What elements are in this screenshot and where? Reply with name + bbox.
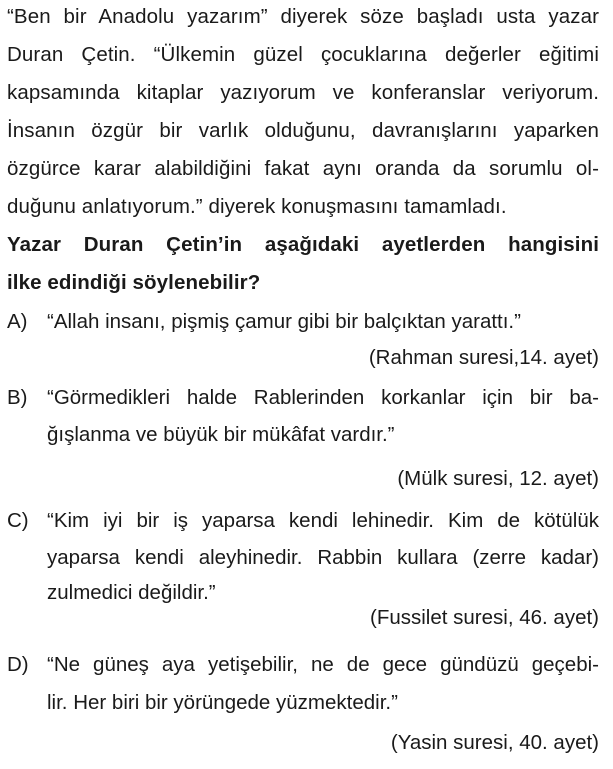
passage-line-1: “Ben bir Anadolu yazarım” diyerek söze başladı usta yazar — [7, 5, 599, 28]
option-c-line-1: “Kim iyi bir iş yaparsa kendi lehinedir. Kim de kötülük — [47, 509, 599, 532]
option-c-letter: C) — [7, 509, 29, 532]
option-c-line-3: zulmedici değildir.” — [47, 581, 216, 604]
passage-line-2: Duran Çetin. “Ülkemin güzel çocuklarına değerler eğitimi — [7, 43, 599, 66]
option-c-reference: (Fussilet suresi, 46. ayet) — [370, 606, 599, 629]
option-a-letter: A) — [7, 310, 28, 333]
passage-line-5: özgürce karar alabildiğini fakat aynı oranda da sorumlu ol- — [7, 157, 599, 180]
passage-line-4: İnsanın özgür bir varlık olduğunu, davranışlarını yaparken — [7, 119, 599, 142]
option-c-line-2: yaparsa kendi aleyhinedir. Rabbin kullara (zerre kadar) — [47, 546, 599, 569]
question-line-2: ilke edindiği söylenebilir? — [7, 271, 261, 294]
option-d-line-2: lir. Her biri bir yörüngede yüzmektedir.” — [47, 691, 398, 714]
option-b-reference: (Mülk suresi, 12. ayet) — [397, 467, 599, 490]
option-d-line-1: “Ne güneş aya yetişebilir, ne de gece gündüzü geçebi- — [47, 653, 599, 676]
passage-line-6: duğunu anlatıyorum.” diyerek konuşmasını tamamladı. — [7, 195, 507, 218]
question-line-1: Yazar Duran Çetin’in aşağıdaki ayetlerden hangisini — [7, 233, 599, 256]
option-a-line-1: “Allah insanı, pişmiş çamur gibi bir balçıktan yarattı.” — [47, 310, 521, 333]
option-b-line-1: “Görmedikleri halde Rablerinden korkanlar için bir ba- — [47, 386, 599, 409]
option-b-letter: B) — [7, 386, 28, 409]
passage-line-3: kapsamında kitaplar yazıyorum ve konferanslar veriyorum. — [7, 81, 599, 104]
option-a-reference: (Rahman suresi,14. ayet) — [368, 346, 599, 369]
option-d-reference: (Yasin suresi, 40. ayet) — [390, 731, 599, 754]
option-d-letter: D) — [7, 653, 29, 676]
option-b-line-2: ğışlanma ve büyük bir mükâfat vardır.” — [47, 423, 395, 446]
